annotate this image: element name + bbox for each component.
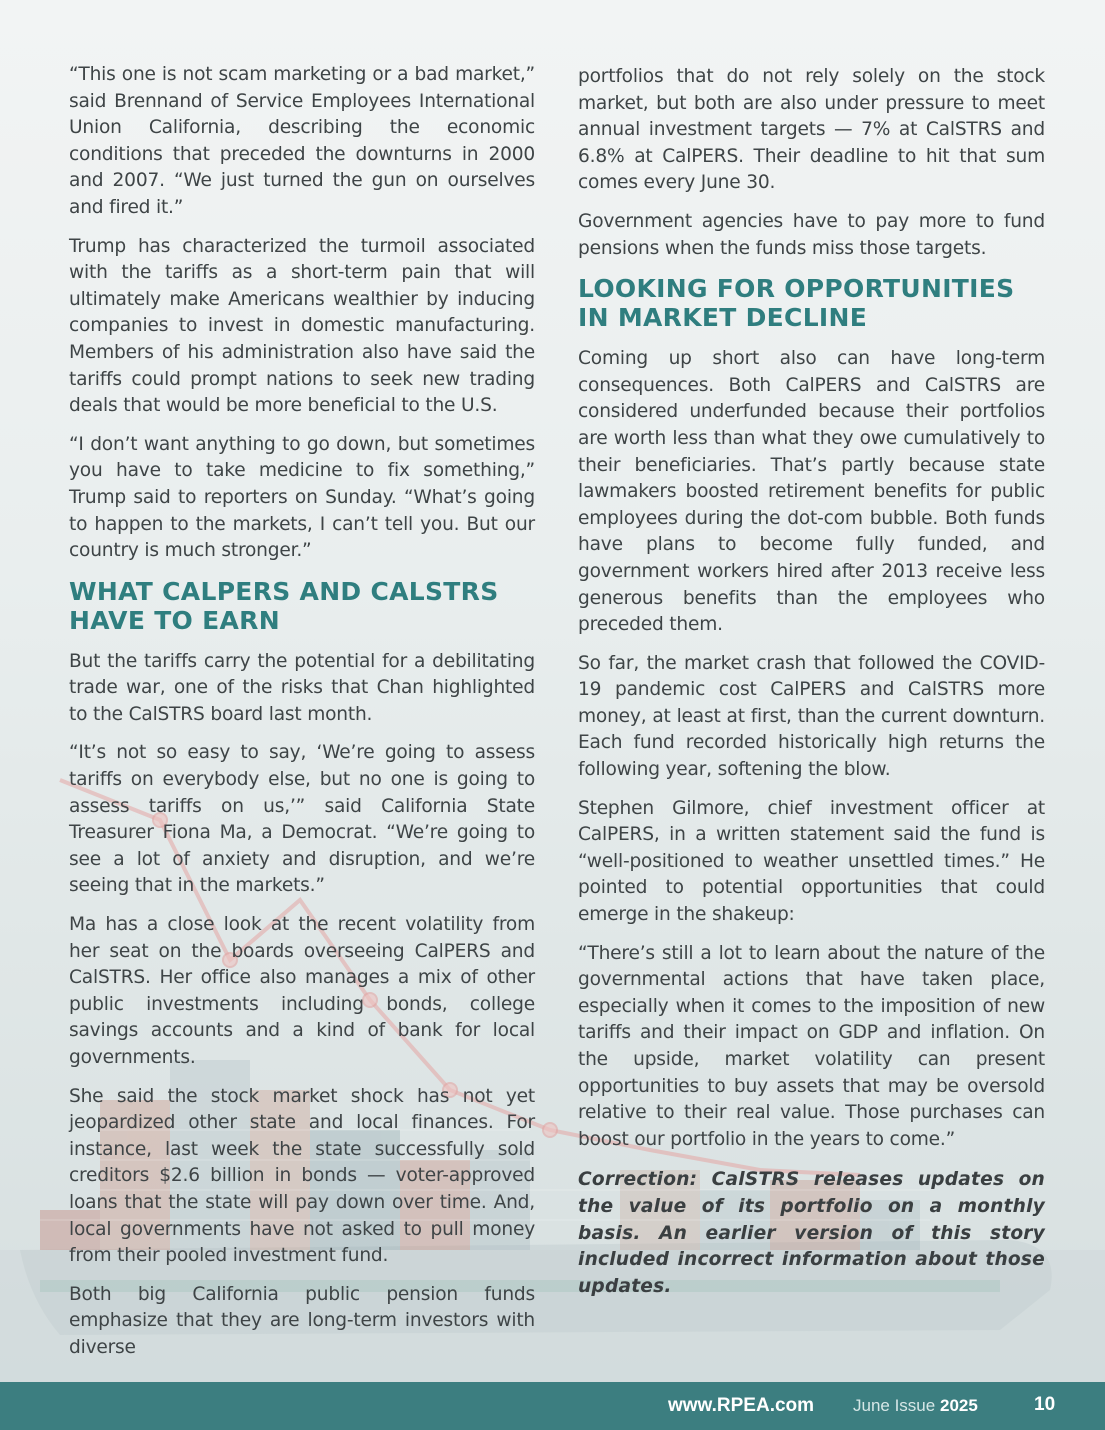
paragraph: “I don’t want anything to go down, but sometimes you have to take medicine to fix something,” Trump said to reporters on Sunday. “What’s going to happen to the markets, I can’t tell you. But our country is much stronger.” <box>69 433 535 562</box>
section-heading: LOOKING FOR OPPORTUNITIES IN MARKET DECLINE <box>578 274 1015 333</box>
right-column <box>578 64 1045 1312</box>
section-heading: WHAT CALPERS AND CALSTRS HAVE TO EARN <box>69 576 499 635</box>
left-column <box>69 62 535 1374</box>
issue-label: June Issue <box>853 1396 936 1415</box>
paragraph: “This one is not scam marketing or a bad market,” said Brennand of Service Employees International Union California, describing the economic conditions that preceded the downturns in 2000 and 2007. “We just turned the gun on ourselves and fired it.” <box>69 64 535 218</box>
paragraph: Ma has a close look at the recent volatility from her seat on the boards overseeing CalPERS and CalSTRS. Her office also manages a mix of other public investments including bonds, college savings accounts and a kind of bank for local governments. <box>69 914 535 1068</box>
paragraph: She said the stock market shock has not yet jeopardized other state and local finances. For instance, last week the state successfully sold creditors $2.6 billion in bonds — voter-approved loans that the state will pay down over time. And, local governments have not asked to pull money from their pooled investment fund. <box>69 1085 535 1267</box>
paragraph: “There’s still a lot to learn about the nature of the governmental actions that have taken place, especially when it comes to the imposition of new tariffs and their impact on GDP and inflation. On the upside, market volatility can present opportunities to buy assets that may be oversold relative to their real value. Those purchases can boost our portfolio in the years to come.” <box>578 942 1045 1150</box>
paragraph: But the tariffs carry the potential for a debilitating trade war, one of the risks that Chan highlighted to the CalSTRS board last month. <box>69 650 535 725</box>
paragraph: Coming up short also can have long-term consequences. Both CalPERS and CalSTRS are considered underfunded because their portfolios are worth less than what they owe cumulatively to their beneficiaries. That’s partly because state lawmakers boosted retirement benefits for public employees during the dot-com bubble. Both funds have plans to become fully funded, and government workers hired after 2013 receive less generous benefits than the employees who preceded them. <box>578 348 1045 636</box>
paragraph: Government agencies have to pay more to fund pensions when the funds miss those targets. <box>578 210 1045 259</box>
paragraph: portfolios that do not rely solely on the stock market, but both are also under pressure to meet annual investment targets — 7% at CalSTRS and 6.8% at CalPERS. Their deadline to hit that sum comes every June 30. <box>578 66 1045 194</box>
paragraph: So far, the market crash that followed the COVID-19 pandemic cost CalPERS and CalSTRS more money, at least at first, than the current downturn. Each fund recorded historically high returns the following year, softening the blow. <box>578 652 1045 781</box>
page-number: 10 <box>1034 1394 1056 1415</box>
paragraph: Stephen Gilmore, chief investment officer at CalPERS, in a written statement said the fund is “well-positioned to weather unsettled times.” He pointed to potential opportunities that could emerge in the shakeup: <box>578 797 1045 926</box>
paragraph: Trump has characterized the turmoil associated with the tariffs as a short-term pain that will ultimately make Americans wealthier by inducing companies to invest in domestic manufacturing. Members of his administration also have said the tariffs could prompt nations to seek new trading deals that would be more beneficial to the U.S. <box>69 235 535 417</box>
correction-note: Correction: CalSTRS releases updates on the value of its portfolio on a monthly basis. An earlier version of this story included incorrect information about those updates. <box>578 1169 1045 1297</box>
website-link[interactable]: www.RPEA.com <box>668 1395 815 1416</box>
paragraph: Both big California public pension funds emphasize that they are long-term investors with diverse <box>69 1283 535 1358</box>
page-footer <box>0 1382 1105 1430</box>
issue-year: 2025 <box>940 1396 978 1415</box>
paragraph: “It’s not so easy to say, ‘We’re going to assess tariffs on everybody else, but no one is going to assess tariffs on us,’” said California State Treasurer Fiona Ma, a Democrat. “We’re going to see a lot of anxiety and disruption, and we’re seeing that in the markets.” <box>69 742 535 897</box>
